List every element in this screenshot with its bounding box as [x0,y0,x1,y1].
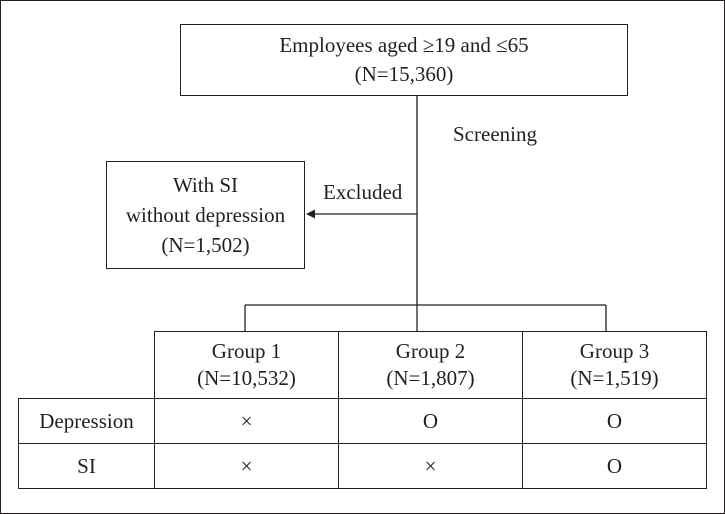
si-group-1-value: × [155,444,339,489]
group-3-header [523,332,707,399]
group-3-name: Group 3 [579,339,650,363]
depression-group-1-value: × [155,399,339,444]
excluded-count: (N=1,502) [161,233,250,257]
si-row-label: SI [19,444,155,489]
screening-label: Screening [453,122,537,146]
group-table [18,331,707,489]
group-2-name: Group 2 [395,339,466,363]
group-3-count: (N=1,519) [570,366,659,390]
depression-group-2-value: O [339,399,523,444]
empty-corner-cell [19,332,155,399]
table-row [19,444,707,489]
depression-row-label: Depression [19,399,155,444]
excluded-line-2: without depression [125,203,286,227]
population-box [180,24,628,96]
population-title: Employees aged ≥19 and ≤65 [279,33,529,57]
excluded-box [106,161,305,269]
excluded-label: Excluded [323,180,403,204]
group-header-row [19,332,707,399]
group-1-header [155,332,339,399]
depression-group-3-value: O [523,399,707,444]
si-group-3-value: O [523,444,707,489]
table-row [19,399,707,444]
group-1-name: Group 1 [211,339,282,363]
excluded-line-1: With SI [172,173,239,197]
group-1-count: (N=10,532) [197,366,296,390]
population-count: (N=15,360) [354,62,454,86]
group-2-count: (N=1,807) [386,366,475,390]
si-group-2-value: × [339,444,523,489]
group-2-header [339,332,523,399]
